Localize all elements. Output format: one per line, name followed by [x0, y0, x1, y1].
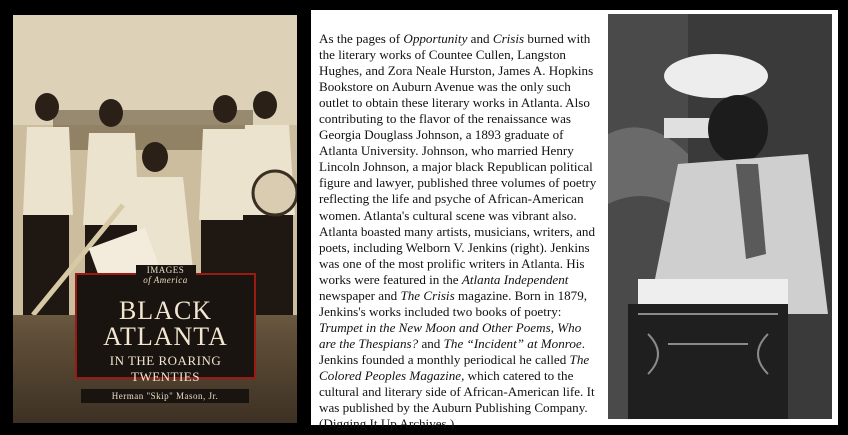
article-italic-text: Atlanta Independent — [461, 271, 569, 287]
book-cover — [13, 15, 297, 423]
article-italic-text: The Crisis — [400, 287, 455, 303]
cover-title-banner — [75, 265, 256, 384]
article-text: As the pages of — [319, 31, 404, 46]
article-italic-text: Who are the Thespians? — [319, 319, 582, 351]
article-text: , which catered to the cultural and literary side of African-American life. It was published by the Auburn Publishing Company.(Digging It Up Archives.) — [319, 367, 595, 432]
article-italic-text: Crisis — [492, 31, 525, 46]
cover-author: Herman "Skip" Mason, Jr. — [81, 389, 249, 403]
article-text: and — [418, 335, 444, 351]
article-italic-text: Trumpet in the New Moon and Other Poems — [319, 319, 551, 335]
series-top: IMAGES — [146, 265, 185, 275]
article-text: burned with the literary works of Countee Cullen, Langston Hughes, and Zora Neale Hurston, James A. Hopkins Bookstore on Auburn Avenue was the only such outlet to obtain these literary works in Atlanta. Also contributing to the flavor of the renaissance was Georgia Douglass Johnson, a 1893 graduate of Atlanta University. Johnson, who married Henry Lincoln Johnson, a major black Republican political figure and lawyer, published three volumes of poetry reflecting the life and psyche of African-American women. Atlanta's cultural scene was vibrant also. Atlanta boasted many artists, musicians, writers, and poets, including Welborn V. Jenkins (right). Jenkins was one of the most prolific writers in Atlanta. His works were featured in the — [319, 31, 597, 287]
article-italic-text: The “Incident” at Monroe — [443, 335, 582, 351]
article-text: newspaper and — [319, 287, 401, 303]
cover-title-line1: BLACK — [118, 296, 213, 325]
portrait-photo — [608, 14, 832, 419]
cover-subtitle: IN THE ROARING TWENTIES — [109, 353, 222, 384]
article-text: , — [550, 319, 558, 335]
article-text: and — [467, 31, 493, 46]
article-body — [319, 31, 601, 432]
cover-title-line2: ATLANTA — [103, 322, 228, 351]
series-label — [136, 265, 196, 285]
article-text: . Jenkins founded a monthly periodical he called — [319, 335, 585, 367]
article-italic-text: Opportunity — [403, 31, 468, 46]
series-bottom: of America — [143, 275, 188, 285]
article-italic-text: The Colored Peoples Magazine — [319, 351, 590, 383]
text-panel — [311, 10, 838, 432]
article-text: magazine. Born in 1879, Jenkins's works included two books of poetry: — [319, 287, 588, 319]
